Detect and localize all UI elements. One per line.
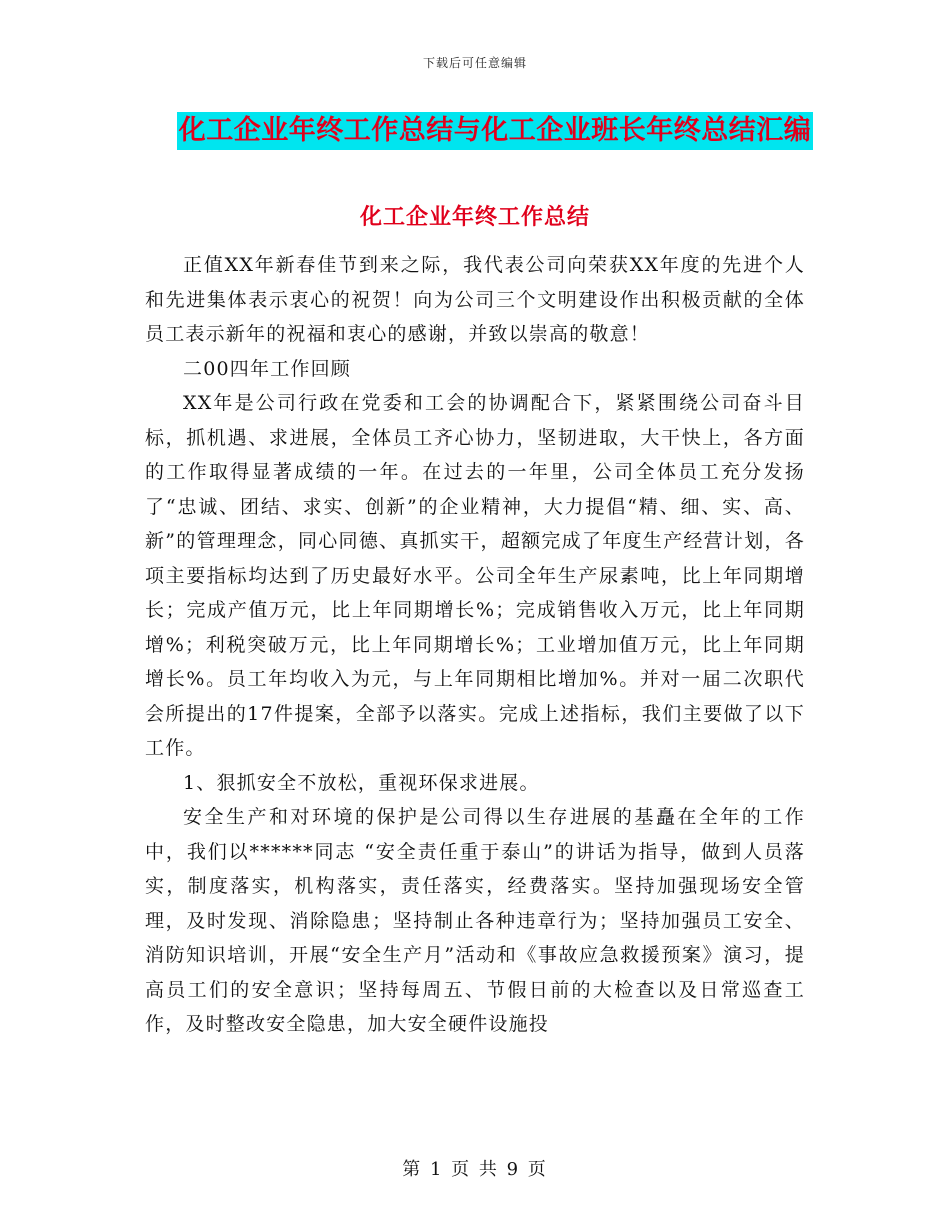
paragraph: 安全生产和对环境的保护是公司得以生存进展的基矗在全年的工作中，我们以******同志 “安全责任重于泰山”的讲话为指导，做到人员落实，制度落实，机构落实，责任落实，经费落实。坚持加强现场安全管理，及时发现、消除隐患；坚持制止各种违章行为；坚持加强员工安全、消防知识培训，开展“安全生产月”活动和《事故应急救援预案》演习，提高员工们的安全意识；坚持每周五、节假日前的大检查以及日常巡查工作，及时整改安全隐患，加大安全硬件设施投 [145,806,805,1035]
paragraph: 二00四年工作回顾 [183,357,351,380]
section-title: 化工企业年终工作总结 [359,204,590,230]
paragraph: 正值XX年新春佳节到来之际，我代表公司向荣获XX年度的先进个人和先进集体表示衷心的祝贺！向为公司三个文明建设作出积极贡献的全体员工表示新年的祝福和衷心的感谢，并致以崇高的敬意！ [145,254,805,345]
paragraph: 1、狠抓安全不放松，重视环保求进展。 [183,771,540,794]
document-title: 化工企业年终工作总结与化工企业班长年终总结汇编 [177,112,814,150]
header-note: 下载后可任意编辑 [422,56,527,70]
document-title-container [0,112,950,150]
page-number: 第 1 页 共 9 页 [402,1159,548,1180]
paragraph: XX年是公司行政在党委和工会的协调配合下，紧紧围绕公司奋斗目标，抓机遇、求进展，全体员工齐心协力，坚韧进取，大干快上，各方面的工作取得显著成绩的一年。在过去的一年里，公司全体员工充分发扬了“忠诚、团结、求实、创新”的企业精神，大力提倡“精、细、实、高、新”的管理理念，同心同德、真抓实干，超额完成了年度生产经营计划，各项主要指标均达到了历史最好水平。公司全年生产尿素吨，比上年同期增长；完成产值万元，比上年同期增长%；完成销售收入万元，比上年同期增%；利税突破万元，比上年同期增长%；工业增加值万元，比上年同期增长%。员工年均收入为元，与上年同期相比增加%。并对一届二次职代会所提出的17件提案，全部予以落实。完成上述指标，我们主要做了以下工作。 [145,392,805,759]
body-text [145,248,805,1042]
